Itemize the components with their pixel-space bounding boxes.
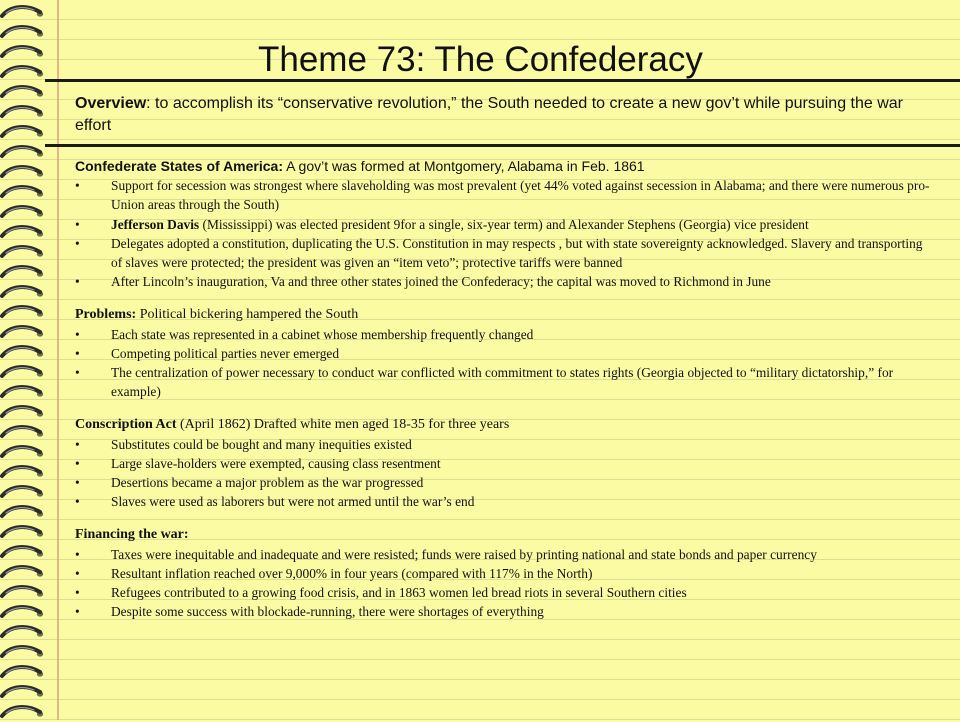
list-item-text: Taxes were inequitable and inadequate and were resisted; funds were raised by printing national and state bonds and paper currency [111, 546, 817, 562]
spiral-coil-icon [0, 262, 48, 282]
list-item-text: Despite some success with blockade-running, there were shortages of everything [111, 604, 544, 620]
section-heading-text: (April 1862) Drafted white men aged 18-35 for three years [176, 417, 510, 433]
list-item-text: Refugees contributed to a growing food crisis, and in 1863 women led bread riots in several Southern cities [111, 585, 687, 601]
spiral-coil-icon [0, 422, 48, 442]
bullet-icon: • [75, 475, 80, 491]
overview-rule [45, 144, 960, 147]
spiral-coil-icon [0, 82, 48, 102]
list-item-text: Desertions became a major problem as the war progressed [111, 475, 424, 491]
spiral-coil-icon [0, 62, 48, 82]
spiral-coil-icon [0, 582, 48, 602]
spiral-coil-icon [0, 342, 48, 362]
bullet-icon: • [75, 436, 80, 452]
list-item-text: Delegates adopted a constitution, duplicating the U.S. Constitution in may respects , but with state sovereignty acknowledged. Slavery and transporting of slaves were protected; the president was given an “item veto”; protective tariffs were banned [111, 235, 923, 271]
spiral-coil-icon [0, 282, 48, 302]
bullet-icon: • [75, 326, 80, 342]
spiral-coil-icon [0, 182, 48, 202]
bullet-icon: • [75, 585, 80, 601]
list-item-text: (Mississippi) was elected president 9for a single, six-year term) and Alexander Stephens (Georgia) vice president [199, 216, 809, 232]
list-item [75, 363, 935, 401]
bullet-icon: • [75, 235, 80, 251]
spiral-coil-icon [0, 442, 48, 462]
list-item-text: Competing political parties never emerged [111, 345, 340, 361]
list-item-bold: Jefferson Davis [111, 216, 200, 232]
list-item [75, 435, 935, 454]
spiral-coil-icon [0, 682, 48, 702]
spiral-coil-icon [0, 602, 48, 622]
list-item [75, 176, 935, 214]
page-title: Theme 73: The Confederacy [258, 40, 703, 79]
spiral-coil-icon [0, 482, 48, 502]
bullet-list [75, 325, 935, 402]
list-item [75, 325, 935, 344]
list-item-text: Large slave-holders were exempted, causing class resentment [111, 455, 441, 471]
list-item [75, 583, 935, 602]
bullet-icon: • [75, 216, 80, 232]
spiral-coil-icon [0, 402, 48, 422]
section-heading [75, 415, 935, 434]
bullet-icon: • [75, 565, 80, 581]
spiral-coil-icon [0, 202, 48, 222]
bullet-list [75, 435, 935, 512]
list-item-text: Resultant inflation reached over 9,000% in four years (compared with 117% in the North) [111, 565, 593, 581]
spiral-coil-icon [0, 322, 48, 342]
spiral-coil-icon [0, 242, 48, 262]
spiral-coil-icon [0, 542, 48, 562]
spiral-coil-icon [0, 502, 48, 522]
section-heading [75, 525, 935, 544]
spiral-coil-icon [0, 2, 48, 22]
list-item [75, 564, 935, 583]
spiral-coil-icon [0, 362, 48, 382]
bullet-icon: • [75, 604, 80, 620]
spiral-coil-icon [0, 702, 48, 722]
section-heading-bold: Financing the war: [75, 527, 189, 543]
section-heading-bold: Confederate States of America: [75, 158, 283, 174]
list-item [75, 344, 935, 363]
list-item-text: Slaves were used as laborers but were not armed until the war’s end [111, 494, 475, 510]
list-item-text: Substitutes could be bought and many inequities existed [111, 436, 412, 452]
section-heading-text: Political bickering hampered the South [136, 307, 359, 323]
list-item [75, 473, 935, 492]
spiral-coil-icon [0, 462, 48, 482]
spiral-coil-icon [0, 22, 48, 42]
bullet-icon: • [75, 546, 80, 562]
margin-line [57, 0, 59, 720]
spiral-binding [0, 0, 48, 720]
title-rule [45, 79, 960, 82]
list-item [75, 234, 935, 272]
list-item-text: The centralization of power necessary to conduct war conflicted with commitment to states rights (Georgia objected to “military dictatorship,” for example) [111, 365, 894, 400]
list-item [75, 602, 935, 621]
spiral-coil-icon [0, 662, 48, 682]
list-item [75, 272, 935, 291]
section-heading-text: A gov’t was formed at Montgomery, Alabama in Feb. 1861 [282, 158, 645, 174]
overview-text: : to accomplish its “conservative revolution,” the South needed to create a new gov’t while pursuing the war effort [75, 95, 904, 134]
spiral-coil-icon [0, 162, 48, 182]
bullet-list [75, 545, 935, 622]
list-item-text: After Lincoln’s inauguration, Va and three other states joined the Confederacy; the capital was moved to Richmond in June [111, 274, 771, 290]
spiral-coil-icon [0, 622, 48, 642]
list-item [75, 545, 935, 564]
overview-label: Overview [75, 95, 147, 112]
bullet-icon: • [75, 274, 80, 290]
spiral-coil-icon [0, 222, 48, 242]
list-item-text: Support for secession was strongest where slaveholding was most prevalent (yet 44% voted against secession in Alabama; and there were numerous pro-Union areas through the South) [111, 178, 930, 213]
spiral-coil-icon [0, 562, 48, 582]
overview-paragraph [75, 93, 935, 137]
list-item [75, 454, 935, 473]
bullet-list [75, 176, 935, 291]
section-heading-bold: Conscription Act [75, 417, 177, 433]
spiral-coil-icon [0, 102, 48, 122]
notes-body [75, 157, 935, 621]
spiral-coil-icon [0, 142, 48, 162]
spiral-coil-icon [0, 382, 48, 402]
bullet-icon: • [75, 178, 80, 194]
spiral-coil-icon [0, 42, 48, 62]
list-item [75, 492, 935, 511]
spiral-coil-icon [0, 122, 48, 142]
bullet-icon: • [75, 494, 80, 510]
spiral-coil-icon [0, 302, 48, 322]
section-heading-bold: Problems: [75, 307, 137, 323]
spiral-coil-icon [0, 522, 48, 542]
section-heading [75, 157, 935, 176]
spiral-coil-icon [0, 642, 48, 662]
bullet-icon: • [75, 365, 80, 381]
bullet-icon: • [75, 345, 80, 361]
list-item-text: Each state was represented in a cabinet whose membership frequently changed [111, 326, 534, 342]
list-item [75, 215, 935, 234]
bullet-icon: • [75, 455, 80, 471]
section-heading [75, 305, 935, 324]
